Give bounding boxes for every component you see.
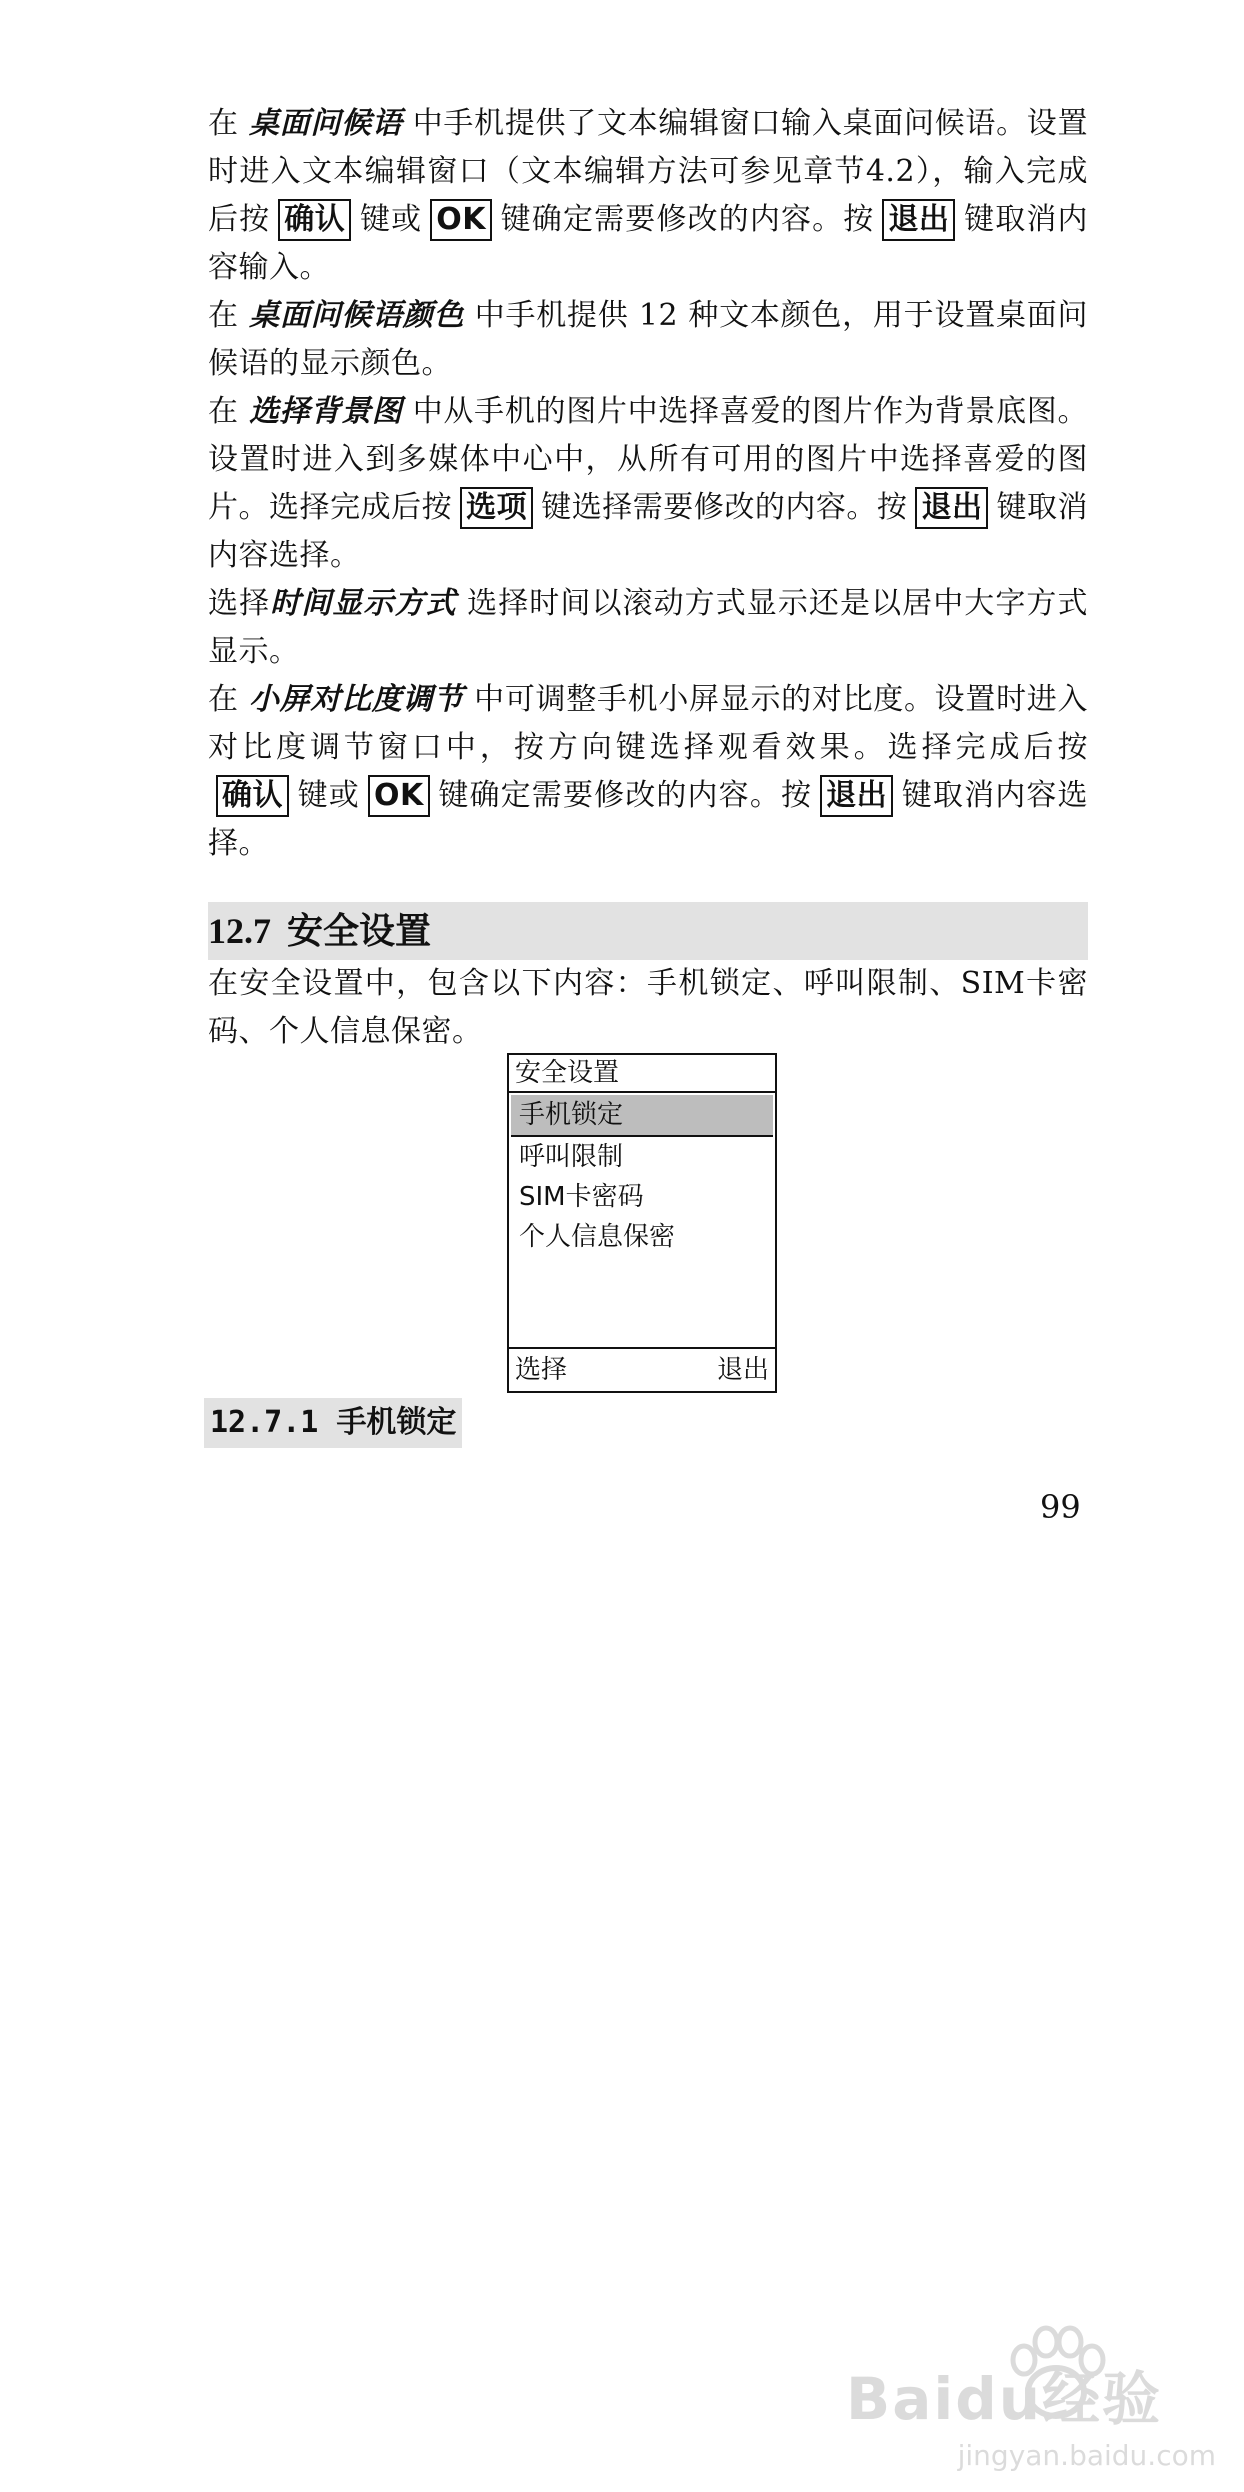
watermark-url: jingyan.baidu.com [957, 2439, 1216, 2472]
menu-item-call-restriction: 呼叫限制 [519, 1142, 624, 1172]
section-number: 12.7 [208, 911, 271, 951]
watermark-brand: Baidu经验 [846, 2365, 1163, 2433]
subsection-heading [204, 1398, 462, 1448]
text: 键或 [297, 778, 360, 813]
key-exit: 退出 [820, 775, 893, 817]
paragraph-desktop-greeting [208, 100, 1088, 292]
paragraph-time-display [208, 580, 1088, 676]
key-ok: OK [430, 199, 492, 241]
baidu-watermark [846, 2322, 1226, 2472]
menu-item-phone-lock: 手机锁定 [511, 1095, 773, 1137]
section-heading [208, 902, 1088, 960]
text: 键确定需要修改的内容。按 [500, 202, 875, 237]
softkey-select: 选择 [515, 1355, 568, 1385]
phone-menu-list [509, 1095, 775, 1257]
phone-screen-title: 安全设置 [509, 1055, 775, 1093]
menu-item-sim-password: SIM卡密码 [519, 1182, 644, 1212]
text: 在 [208, 106, 249, 141]
term-greeting-color: 桌面问候语颜色 [249, 298, 465, 333]
text: 在 [208, 394, 249, 429]
term-time-display: 时间显示方式 [270, 586, 457, 621]
key-confirm: 确认 [216, 775, 289, 817]
phone-screen-mockup [507, 1053, 777, 1393]
text: 中手机提供了文本编辑窗口输入桌面问候语。设置时进入文本编辑窗口（文本编辑方法可参见章节4.2），输入完成后按 [208, 106, 1089, 237]
key-confirm: 确认 [278, 199, 351, 241]
text: 中手机提供 12 种文本颜色，用于设置桌面问候语的显示颜色。 [208, 298, 1088, 381]
text: 在 [208, 682, 249, 717]
subsection-title: 手机锁定 [336, 1405, 457, 1440]
term-contrast: 小屏对比度调节 [248, 682, 464, 717]
section-title: 安全设置 [287, 911, 432, 952]
text: 选择 [208, 586, 271, 621]
text: 选择时间以滚动方式显示还是以居中大字方式显示。 [208, 586, 1088, 669]
key-options: 选项 [460, 487, 533, 529]
text: 在 [208, 298, 250, 333]
text: 中可调整手机小屏显示的对比度。设置时进入对比度调节窗口中，按方向键选择观看效果。选择完成后按 [208, 682, 1088, 765]
menu-item-privacy: 个人信息保密 [519, 1222, 676, 1252]
subsection-number: 12.7.1 [210, 1405, 319, 1440]
paragraph-security-intro: 在安全设置中，包含以下内容：手机锁定、呼叫限制、SIM卡密码、个人信息保密。 [208, 966, 1088, 1049]
term-desktop-greeting: 桌面问候语 [248, 106, 403, 141]
paragraph-greeting-color [208, 292, 1088, 388]
softkey-exit: 退出 [716, 1355, 769, 1385]
key-ok: OK [368, 775, 430, 817]
phone-softkey-bar [509, 1347, 775, 1391]
page-number: 99 [1040, 1488, 1081, 1526]
text: 键选择需要修改的内容。按 [541, 490, 908, 525]
page-content [208, 100, 1088, 1056]
text: 键或 [359, 202, 423, 237]
paragraph-contrast [208, 676, 1088, 868]
text: 中从手机的图片中选择喜爱的图片作为背景底图。设置时进入到多媒体中心中，从所有可用的图片中选择喜爱的图片。选择完成后按 [208, 394, 1089, 525]
text: 键确定需要修改的内容。按 [437, 778, 813, 813]
text: 键取消内容选择。 [208, 778, 1089, 861]
text: 键取消内容输入。 [208, 202, 1089, 285]
key-exit: 退出 [915, 487, 988, 529]
term-background-image: 选择背景图 [248, 394, 403, 429]
text: 键取消内容选择。 [208, 490, 1089, 573]
paragraph-background-image [208, 388, 1088, 580]
key-exit: 退出 [882, 199, 955, 241]
